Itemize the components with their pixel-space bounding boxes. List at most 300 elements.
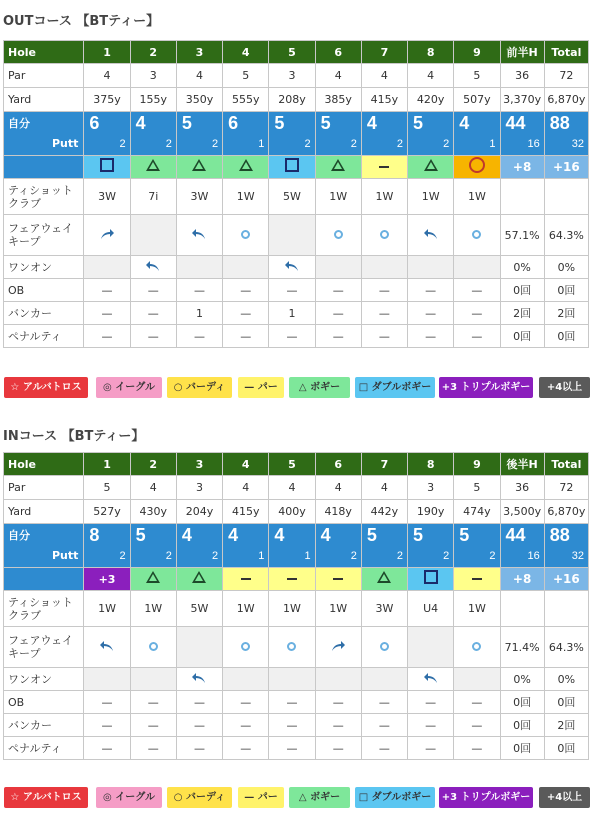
par-value: 4 [361,476,407,500]
bunker-value: — [130,714,176,737]
score-cell [223,524,269,568]
dash-icon [287,578,297,580]
putt-count: 2 [443,138,450,150]
score-mark [315,156,361,179]
par-total: 72 [544,476,588,500]
fairway-result [176,215,222,256]
hole-number: 5 [269,41,315,64]
score-cell [408,524,454,568]
total-putt-total: 32 [571,138,584,150]
fairway-result [315,627,361,668]
hole-number: 1 [84,453,130,476]
score-legend-in [4,787,590,809]
half-putt-total: 16 [527,138,540,150]
total-score-cell [544,112,588,156]
penalty-value: — [408,325,454,348]
par-label: Par [4,64,84,88]
ob-total: 0回 [544,691,588,714]
hole-number: 9 [454,453,500,476]
ob-value: — [176,279,222,302]
triangle-icon [192,571,206,583]
fairway-hit-icon [334,230,343,239]
penalty-value: — [223,737,269,760]
par-value: 4 [315,64,361,88]
total-putt-total: 32 [571,550,584,562]
dash-icon [333,578,343,580]
oneon-result [408,668,454,691]
legend-birdie: ○ バーディ [167,787,232,808]
par-value: 4 [176,64,222,88]
yard-label: Yard [4,88,84,112]
stroke-count: 5 [459,525,470,545]
par-value: 5 [454,64,500,88]
ob-value: — [269,691,315,714]
penalty-half: 0回 [500,737,544,760]
bunker-label: バンカー [4,714,84,737]
fairway-result [361,215,407,256]
legend-eagle: ◎ イーグル [96,377,162,398]
tee-shot-club-label: ティショットクラブ [4,591,84,627]
fairway-result [223,627,269,668]
oneon-result [176,668,222,691]
penalty-value: — [269,737,315,760]
stroke-count: 5 [135,525,146,545]
ob-half: 0回 [500,279,544,302]
par-value: 3 [269,64,315,88]
arrow-left-icon [191,672,207,684]
arrow-left-icon [284,260,300,272]
ob-value: — [315,691,361,714]
club-value: 5W [269,179,315,215]
club-value: U4 [408,591,454,627]
score-cell [361,112,407,156]
bunker-value: — [408,302,454,325]
club-value: 5W [176,591,222,627]
hole-number: 3 [176,453,222,476]
triangle-icon [331,159,345,171]
fairway-result [84,627,130,668]
bunker-value: 1 [269,302,315,325]
penalty-total: 0回 [544,325,588,348]
stroke-count: 5 [413,525,424,545]
dash-icon [379,166,389,168]
out-course-title: OUTコース 【BTティー】 [3,14,160,29]
fairway-result [454,627,500,668]
score-mark [361,156,407,179]
bunker-value: — [84,714,130,737]
yard-label: Yard [4,500,84,524]
circle-icon [469,157,485,173]
oneon-result [408,256,454,279]
yard-half: 3,500y [500,500,544,524]
me-label: 自分 [8,117,30,130]
ob-value: — [84,279,130,302]
yard-value: 507y [454,88,500,112]
hole-number: 2 [130,41,176,64]
score-cell [130,112,176,156]
penalty-value: — [84,325,130,348]
oneon-half: 0% [500,256,544,279]
fairway-half: 71.4% [500,627,544,668]
putt-count: 2 [489,550,496,562]
arrow-left-icon [145,260,161,272]
tee-half [500,591,544,627]
in-scorecard [3,452,589,760]
fairway-total: 64.3% [544,627,588,668]
penalty-value: — [269,325,315,348]
half-score-cell [500,524,544,568]
fairway-hit-icon [241,230,250,239]
ob-value: — [361,691,407,714]
score-cell [315,524,361,568]
par-value: 3 [176,476,222,500]
half-stroke-total: 44 [505,113,526,133]
triple-bogey-text: +3 [98,572,116,586]
ob-value: — [408,279,454,302]
putt-count: 2 [211,138,219,150]
ob-value: — [361,279,407,302]
my-score-label [4,524,84,568]
bunker-value: — [269,714,315,737]
score-cell [130,524,176,568]
legend-par: — パー [238,787,284,808]
putt-count: 1 [304,550,311,562]
fairway-result [454,215,500,256]
score-mark [176,156,222,179]
bunker-value: — [454,302,500,325]
par-half: 36 [500,64,544,88]
score-mark [454,156,500,179]
yard-value: 527y [84,500,130,524]
oneon-result [176,256,222,279]
hole-number: 1 [84,41,130,64]
arrow-left-icon [191,228,207,240]
score-cell [315,112,361,156]
yard-value: 474y [454,500,500,524]
fairway-result [361,627,407,668]
legend-eagle: ◎ イーグル [96,787,162,808]
par-value: 5 [223,64,269,88]
total-stroke-total: 88 [549,525,570,545]
penalty-value: — [176,325,222,348]
stroke-count: 5 [274,113,285,133]
hole-number: 8 [408,453,454,476]
penalty-label: ペナルティ [4,737,84,760]
ob-value: — [223,691,269,714]
hole-number: 7 [361,41,407,64]
total-header: Total [544,453,588,476]
legend-four: +4以上 [539,377,590,398]
fairway-result [130,215,176,256]
ob-half: 0回 [500,691,544,714]
putt-count: 2 [396,550,404,562]
oneon-result [269,668,315,691]
bunker-value: — [176,714,222,737]
penalty-value: — [84,737,130,760]
ob-value: — [315,279,361,302]
triangle-icon [192,159,206,171]
par-value: 3 [130,64,176,88]
score-mark [130,568,176,591]
par-value: 4 [361,64,407,88]
score-cell [176,524,222,568]
penalty-value: — [361,325,407,348]
dash-icon [472,578,482,580]
oneon-result [223,668,269,691]
stroke-count: 5 [320,113,331,133]
penalty-value: — [361,737,407,760]
yard-value: 190y [408,500,454,524]
fairway-total: 64.3% [544,215,588,256]
stroke-count: 4 [274,525,285,545]
score-cell [454,524,500,568]
score-mark [130,156,176,179]
club-value: 3W [84,179,130,215]
total-over-par: +16 [544,156,588,179]
penalty-value: — [454,737,500,760]
bunker-value: — [315,302,361,325]
par-value: 4 [408,64,454,88]
club-value: 1W [84,591,130,627]
putt-count: 2 [165,138,172,150]
score-mark [176,568,222,591]
club-value: 3W [176,179,222,215]
yard-value: 350y [176,88,222,112]
arrow-left-icon [423,672,439,684]
ob-value: — [84,691,130,714]
par-total: 72 [544,64,588,88]
fairway-result [408,627,454,668]
score-mark [269,568,315,591]
ob-value: — [130,691,176,714]
fairway-result [315,215,361,256]
fairway-label: フェアウェイキープ [4,627,84,668]
mark-label-spacer [4,568,84,591]
tee-total [544,591,588,627]
ob-value: — [176,691,222,714]
half-stroke-total: 44 [505,525,526,545]
penalty-value: — [315,325,361,348]
bunker-value: — [130,302,176,325]
oneon-result [361,256,407,279]
bunker-value: — [84,302,130,325]
triangle-icon [146,159,160,171]
oneon-result [269,256,315,279]
putt-count: 2 [350,138,357,150]
yard-value: 400y [269,500,315,524]
par-value: 4 [130,476,176,500]
hole-number: 6 [315,453,361,476]
ob-label: OB [4,691,84,714]
tee-total [544,179,588,215]
total-over-par: +16 [544,568,588,591]
putt-count: 2 [119,138,126,150]
club-value: 1W [269,591,315,627]
arrow-left-icon [99,640,115,652]
yard-value: 415y [223,500,269,524]
putt-label: Putt [51,137,79,150]
half-over-par: +8 [500,156,544,179]
stroke-count: 6 [228,113,239,133]
oneon-result [130,668,176,691]
legend-bogey: △ ボギー [289,787,350,808]
fairway-result [408,215,454,256]
hole-number: 7 [361,453,407,476]
oneon-result [223,256,269,279]
legend-bogey: △ ボギー [289,377,350,398]
penalty-value: — [408,737,454,760]
fairway-result [269,215,315,256]
fairway-hit-icon [380,230,389,239]
stroke-count: 5 [181,113,192,133]
yard-value: 204y [176,500,222,524]
stroke-count: 5 [366,525,377,545]
hole-label: Hole [4,41,84,64]
par-half: 36 [500,476,544,500]
score-mark [84,568,130,591]
penalty-value: — [176,737,222,760]
putt-count: 2 [165,550,172,562]
oneon-result [315,256,361,279]
fairway-result [84,215,130,256]
fairway-result [176,627,222,668]
fairway-result [223,215,269,256]
legend-double: □ ダブルボギー [355,787,435,808]
par-value: 4 [315,476,361,500]
putt-count: 2 [119,550,126,562]
club-value: 1W [361,179,407,215]
club-value: 1W [223,591,269,627]
yard-value: 430y [130,500,176,524]
score-mark [408,568,454,591]
bunker-value: — [361,302,407,325]
legend-albatross: ☆ アルバトロス [4,787,88,808]
half-putt-total: 16 [527,550,540,562]
ob-total: 0回 [544,279,588,302]
fairway-hit-icon [472,642,481,651]
club-value: 1W [315,179,361,215]
half-over-par: +8 [500,568,544,591]
oneon-half: 0% [500,668,544,691]
fairway-result [269,627,315,668]
par-value: 5 [454,476,500,500]
dash-icon [241,578,251,580]
fairway-hit-icon [287,642,296,651]
score-cell [84,524,130,568]
club-value: 3W [361,591,407,627]
ob-value: — [130,279,176,302]
stroke-count: 8 [89,525,100,545]
bunker-half: 2回 [500,302,544,325]
oneon-result [130,256,176,279]
bunker-value: — [408,714,454,737]
total-stroke-total: 88 [549,113,570,133]
arrow-left-icon [423,228,439,240]
fairway-result [130,627,176,668]
putt-label: Putt [51,549,79,562]
score-cell [223,112,269,156]
fairway-half: 57.1% [500,215,544,256]
putt-count: 2 [443,550,450,562]
penalty-value: — [454,325,500,348]
fairway-hit-icon [380,642,389,651]
club-value: 1W [454,179,500,215]
me-label: 自分 [8,529,30,542]
par-value: 3 [408,476,454,500]
putt-count: 2 [211,550,219,562]
legend-birdie: ○ バーディ [167,377,232,398]
ob-value: — [223,279,269,302]
penalty-total: 0回 [544,737,588,760]
square-icon [424,570,438,584]
oneon-label: ワンオン [4,256,84,279]
ob-value: — [454,691,500,714]
tee-half [500,179,544,215]
yard-value: 385y [315,88,361,112]
club-value: 7i [130,179,176,215]
club-value: 1W [130,591,176,627]
putt-count: 1 [489,138,496,150]
oneon-label: ワンオン [4,668,84,691]
hole-number: 4 [223,453,269,476]
club-value: 1W [408,179,454,215]
score-mark [84,156,130,179]
hole-number: 6 [315,41,361,64]
penalty-value: — [315,737,361,760]
stroke-count: 6 [89,113,100,133]
penalty-value: — [130,737,176,760]
total-score-cell [544,524,588,568]
total-header: Total [544,41,588,64]
oneon-result [84,668,130,691]
stroke-count: 4 [320,525,331,545]
hole-number: 9 [454,41,500,64]
hole-number: 4 [223,41,269,64]
score-mark [223,568,269,591]
in-course-title: INコース 【BTティー】 [3,429,145,444]
score-cell [454,112,500,156]
oneon-total: 0% [544,256,588,279]
scorecard-table [3,452,589,760]
bunker-value: 1 [176,302,222,325]
par-value: 4 [269,476,315,500]
score-cell [269,112,315,156]
legend-double: □ ダブルボギー [355,377,435,398]
half-score-cell [500,112,544,156]
stroke-count: 4 [228,525,239,545]
fairway-label: フェアウェイキープ [4,215,84,256]
par-value: 4 [84,64,130,88]
ob-label: OB [4,279,84,302]
fairway-hit-icon [472,230,481,239]
yard-value: 555y [223,88,269,112]
score-legend-out [4,377,590,399]
oneon-total: 0% [544,668,588,691]
yard-total: 6,870y [544,500,588,524]
arrow-right-icon [99,228,115,240]
putt-count: 2 [304,138,311,150]
oneon-result [315,668,361,691]
penalty-label: ペナルティ [4,325,84,348]
yard-value: 375y [84,88,130,112]
bunker-value: — [454,714,500,737]
half-header: 後半H [500,453,544,476]
score-cell [361,524,407,568]
yard-value: 418y [315,500,361,524]
legend-par: — パー [238,377,284,398]
yard-value: 415y [361,88,407,112]
legend-albatross: ☆ アルバトロス [4,377,88,398]
